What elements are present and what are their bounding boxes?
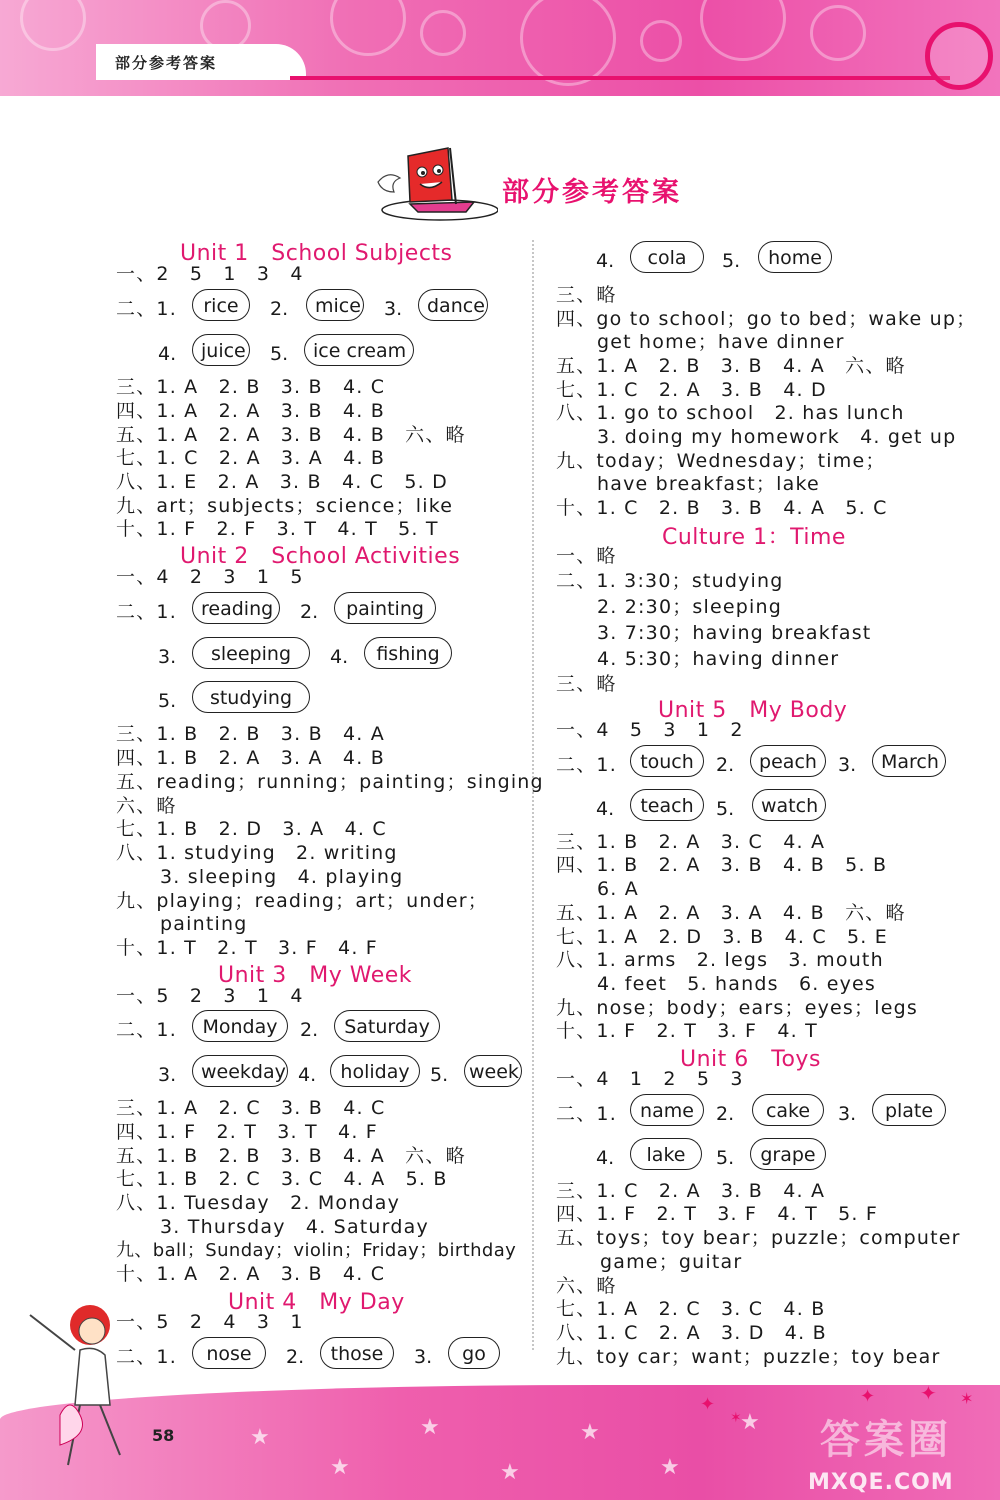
unit6-s5b: game；guitar: [600, 1251, 743, 1273]
unit1-s8: 八、1. E 2. A 3. B 4. C 5. D: [116, 471, 448, 493]
unit2-s10: 十、1. T 2. T 3. F 4. F: [116, 937, 378, 959]
answer-circle: sleeping: [192, 637, 310, 669]
answer-circle: March: [872, 745, 946, 777]
unit6-s7: 七、1. A 2. C 3. C 4. B: [556, 1298, 826, 1320]
svg-text:✦: ✦: [920, 1381, 937, 1405]
unit3-s3: 三、1. A 2. C 3. B 4. C: [116, 1097, 386, 1119]
decor-bubble: [700, 0, 786, 61]
answer-circle: week: [464, 1055, 522, 1087]
unit6-s4: 四、1. F 2. T 3. F 4. T 5. F: [556, 1203, 879, 1225]
unit4-s8b: 3. doing my homework 4. get up: [597, 426, 957, 448]
star-icon: ★: [500, 1460, 520, 1485]
svg-text:✦: ✦: [860, 1386, 876, 1407]
decor-bubble: [20, 0, 86, 51]
culture1-title: Culture 1：Time: [662, 525, 846, 550]
unit6-s5a: 五、toys；toy bear；puzzle；computer: [556, 1227, 961, 1249]
unit1-s7: 七、1. C 2. A 3. A 4. B: [116, 447, 386, 469]
unit4-s4a: 四、go to school；go to bed；wake up；: [556, 308, 977, 330]
answer-circle: go: [448, 1337, 500, 1369]
item-number: 2.: [270, 298, 289, 320]
unit3-s9: 九、ball；Sunday；violin；Friday；birthday: [116, 1240, 517, 1261]
unit2-s3: 三、1. B 2. B 3. B 4. A: [116, 723, 385, 745]
svg-text:✦: ✦: [700, 1394, 716, 1415]
unit4-s5: 五、1. A 2. B 3. B 4. A 六、略: [556, 355, 906, 377]
answer-circle: mice: [306, 289, 364, 321]
unit4-s3: 三、略: [556, 284, 617, 306]
unit1-s2-lead: 二、1.: [116, 298, 177, 320]
unit5-s7: 七、1. A 2. D 3. B 4. C 5. E: [556, 926, 888, 948]
unit2-s6: 六、略: [116, 795, 177, 817]
item-number: 3.: [838, 1103, 857, 1125]
unit6-s8: 八、1. C 2. A 3. D 4. B: [556, 1322, 827, 1344]
unit1-s3: 三、1. A 2. B 3. B 4. C: [116, 376, 386, 398]
item-number: 5.: [270, 343, 289, 365]
unit5-s3: 三、1. B 2. A 3. C 4. A: [556, 831, 826, 853]
unit4-s10: 十、1. C 2. B 3. B 4. A 5. C: [556, 497, 888, 519]
unit3-s1: 一、5 2 3 1 4: [116, 985, 304, 1007]
decor-bubble: [420, 10, 466, 56]
star-icon: ★: [580, 1420, 600, 1445]
culture1-s2d: 4. 5:30；having dinner: [597, 648, 840, 670]
unit2-s2-lead: 二、1.: [116, 601, 177, 623]
unit3-s8a: 八、1. Tuesday 2. Monday: [116, 1192, 401, 1214]
answer-circle: studying: [192, 681, 310, 713]
answer-circle: those: [320, 1337, 394, 1369]
item-number: 5.: [722, 250, 741, 272]
unit4-s2-lead: 二、1.: [116, 1346, 177, 1368]
answer-circle: painting: [334, 592, 436, 624]
item-number: 4.: [158, 343, 177, 365]
item-number: 3.: [838, 754, 857, 776]
unit3-s4: 四、1. F 2. T 3. T 4. F: [116, 1121, 378, 1143]
unit5-s9: 九、nose；body；ears；eyes；legs: [556, 997, 918, 1019]
unit1-s1: 一、2 5 1 3 4: [116, 263, 304, 285]
item-number: 5.: [158, 690, 177, 712]
item-number: 2.: [286, 1346, 305, 1368]
page-title: 部分参考答案: [502, 177, 682, 208]
watermark-logo: 答案圈: [820, 1417, 952, 1463]
unit2-s9a: 九、playing；reading；art；under；: [116, 890, 488, 912]
unit3-s10: 十、1. A 2. A 3. B 4. C: [116, 1263, 386, 1285]
unit6-s6: 六、略: [556, 1275, 617, 1297]
answer-circle: reading: [192, 592, 280, 624]
item-number: 4.: [596, 250, 615, 272]
unit5-title: Unit 5 My Body: [658, 698, 848, 723]
sailboat-mascot-icon: [370, 142, 498, 222]
unit3-s2-lead: 二、1.: [116, 1019, 177, 1041]
unit4-s9a: 九、today；Wednesday；time；: [556, 450, 886, 472]
unit1-s4: 四、1. A 2. A 3. B 4. B: [116, 400, 385, 422]
star-icon: ★: [660, 1455, 680, 1480]
unit2-s9b: painting: [160, 913, 248, 935]
culture1-s2a: 二、1. 3:30；studying: [556, 570, 784, 592]
item-number: 2.: [300, 601, 319, 623]
unit3-s5: 五、1. B 2. B 3. B 4. A 六、略: [116, 1145, 466, 1167]
answer-circle: Saturday: [334, 1010, 440, 1042]
culture1-s2b: 2. 2:30；sleeping: [597, 596, 783, 618]
answer-circle: teach: [630, 789, 704, 821]
star-icon: ★: [420, 1415, 440, 1440]
unit2-s7: 七、1. B 2. D 3. A 4. C: [116, 818, 387, 840]
answer-circle: fishing: [364, 637, 452, 669]
unit3-title: Unit 3 My Week: [218, 963, 413, 988]
unit4-s8a: 八、1. go to school 2. has lunch: [556, 402, 905, 424]
answer-circle: Monday: [192, 1010, 288, 1042]
girl-illustration-icon: [20, 1295, 150, 1495]
unit2-title: Unit 2 School Activities: [180, 544, 461, 569]
decor-bubble: [810, 5, 866, 61]
answer-circle: dance: [418, 289, 488, 321]
unit4-title: Unit 4 My Day: [228, 1290, 405, 1315]
svg-text:✶: ✶: [960, 1389, 974, 1408]
unit6-title: Unit 6 Toys: [680, 1047, 821, 1072]
decor-bubble: [640, 20, 682, 62]
item-number: 4.: [330, 646, 349, 668]
unit4-s7: 七、1. C 2. A 3. B 4. D: [556, 379, 827, 401]
answer-circle: weekday: [192, 1055, 288, 1087]
unit1-title: Unit 1 School Subjects: [180, 241, 453, 266]
unit6-s3: 三、1. C 2. A 3. B 4. A: [556, 1180, 826, 1202]
unit5-s4a: 四、1. B 2. A 3. B 4. B 5. B: [556, 854, 888, 876]
answer-circle: rice: [192, 289, 250, 321]
star-icon: ★: [250, 1425, 270, 1450]
unit4-s9b: have breakfast；lake: [597, 473, 820, 495]
answer-circle: cola: [630, 241, 704, 273]
unit2-s4: 四、1. B 2. A 3. A 4. B: [116, 747, 385, 769]
item-number: 5.: [716, 1147, 735, 1169]
item-number: 3.: [158, 646, 177, 668]
answer-circle: home: [758, 241, 832, 273]
item-number: 3.: [384, 298, 403, 320]
item-number: 4.: [596, 1147, 615, 1169]
item-number: 4.: [596, 798, 615, 820]
unit5-s1: 一、4 5 3 1 2: [556, 719, 744, 741]
item-number: 3.: [414, 1346, 433, 1368]
watermark-site: MXQE.COM: [808, 1470, 954, 1495]
answer-circle: nose: [192, 1337, 266, 1369]
answer-circle: cake: [752, 1094, 824, 1126]
item-number: 4.: [298, 1064, 317, 1086]
answer-circle: ice cream: [304, 334, 414, 366]
unit6-s2-lead: 二、1.: [556, 1103, 617, 1125]
star-icon: ★: [740, 1410, 760, 1435]
item-number: 3.: [158, 1064, 177, 1086]
answer-circle: peach: [750, 745, 826, 777]
answer-circle: holiday: [330, 1055, 420, 1087]
answer-circle: plate: [872, 1094, 946, 1126]
svg-text:✶: ✶: [730, 1410, 742, 1426]
unit5-s8a: 八、1. arms 2. legs 3. mouth: [556, 949, 884, 971]
unit1-s5: 五、1. A 2. A 3. B 4. B 六、略: [116, 424, 466, 446]
answer-circle: touch: [630, 745, 704, 777]
decor-bubble: [330, 0, 406, 56]
unit2-s8b: 3. sleeping 4. playing: [160, 866, 404, 888]
unit5-s4b: 6. A: [597, 878, 639, 900]
decor-bubble: [520, 0, 616, 86]
answer-circle: grape: [750, 1138, 826, 1170]
answer-circle: lake: [630, 1138, 702, 1170]
culture1-s2c: 3. 7:30；having breakfast: [597, 622, 872, 644]
unit2-s1: 一、4 2 3 1 5: [116, 566, 304, 588]
unit5-s2-lead: 二、1.: [556, 754, 617, 776]
unit2-s5: 五、reading；running；painting；singing: [116, 771, 544, 793]
header-ring-decor: [925, 22, 993, 90]
answer-circle: watch: [752, 789, 826, 821]
unit2-s8a: 八、1. studying 2. writing: [116, 842, 398, 864]
item-number: 2.: [716, 1103, 735, 1125]
unit5-s5: 五、1. A 2. A 3. A 4. B 六、略: [556, 902, 906, 924]
unit5-s10: 十、1. F 2. T 3. F 4. T: [556, 1020, 818, 1042]
unit5-s8b: 4. feet 5. hands 6. eyes: [597, 973, 877, 995]
page-number: 58: [152, 1426, 175, 1445]
unit1-s9: 九、art；subjects；science；like: [116, 495, 454, 517]
unit4-s4b: get home；have dinner: [597, 331, 845, 353]
header-label: 部分参考答案: [115, 54, 218, 72]
item-number: 2.: [300, 1019, 319, 1041]
unit3-s8b: 3. Thursday 4. Saturday: [160, 1216, 429, 1238]
item-number: 5.: [430, 1064, 449, 1086]
header-rule: [290, 76, 950, 80]
unit4-s1: 一、5 2 4 3 1: [116, 1311, 304, 1333]
item-number: 2.: [716, 754, 735, 776]
star-icon: ★: [330, 1455, 350, 1480]
answer-circle: name: [630, 1094, 704, 1126]
item-number: 5.: [716, 798, 735, 820]
unit1-s10: 十、1. F 2. F 3. T 4. T 5. T: [116, 518, 439, 540]
column-divider: [532, 240, 534, 1350]
unit3-s7: 七、1. B 2. C 3. C 4. A 5. B: [116, 1168, 448, 1190]
unit6-s1: 一、4 1 2 5 3: [556, 1068, 744, 1090]
answer-circle: juice: [192, 334, 250, 366]
culture1-s1: 一、略: [556, 545, 617, 567]
unit6-s9: 九、toy car；want；puzzle；toy bear: [556, 1346, 941, 1368]
culture1-s3: 三、略: [556, 673, 617, 695]
